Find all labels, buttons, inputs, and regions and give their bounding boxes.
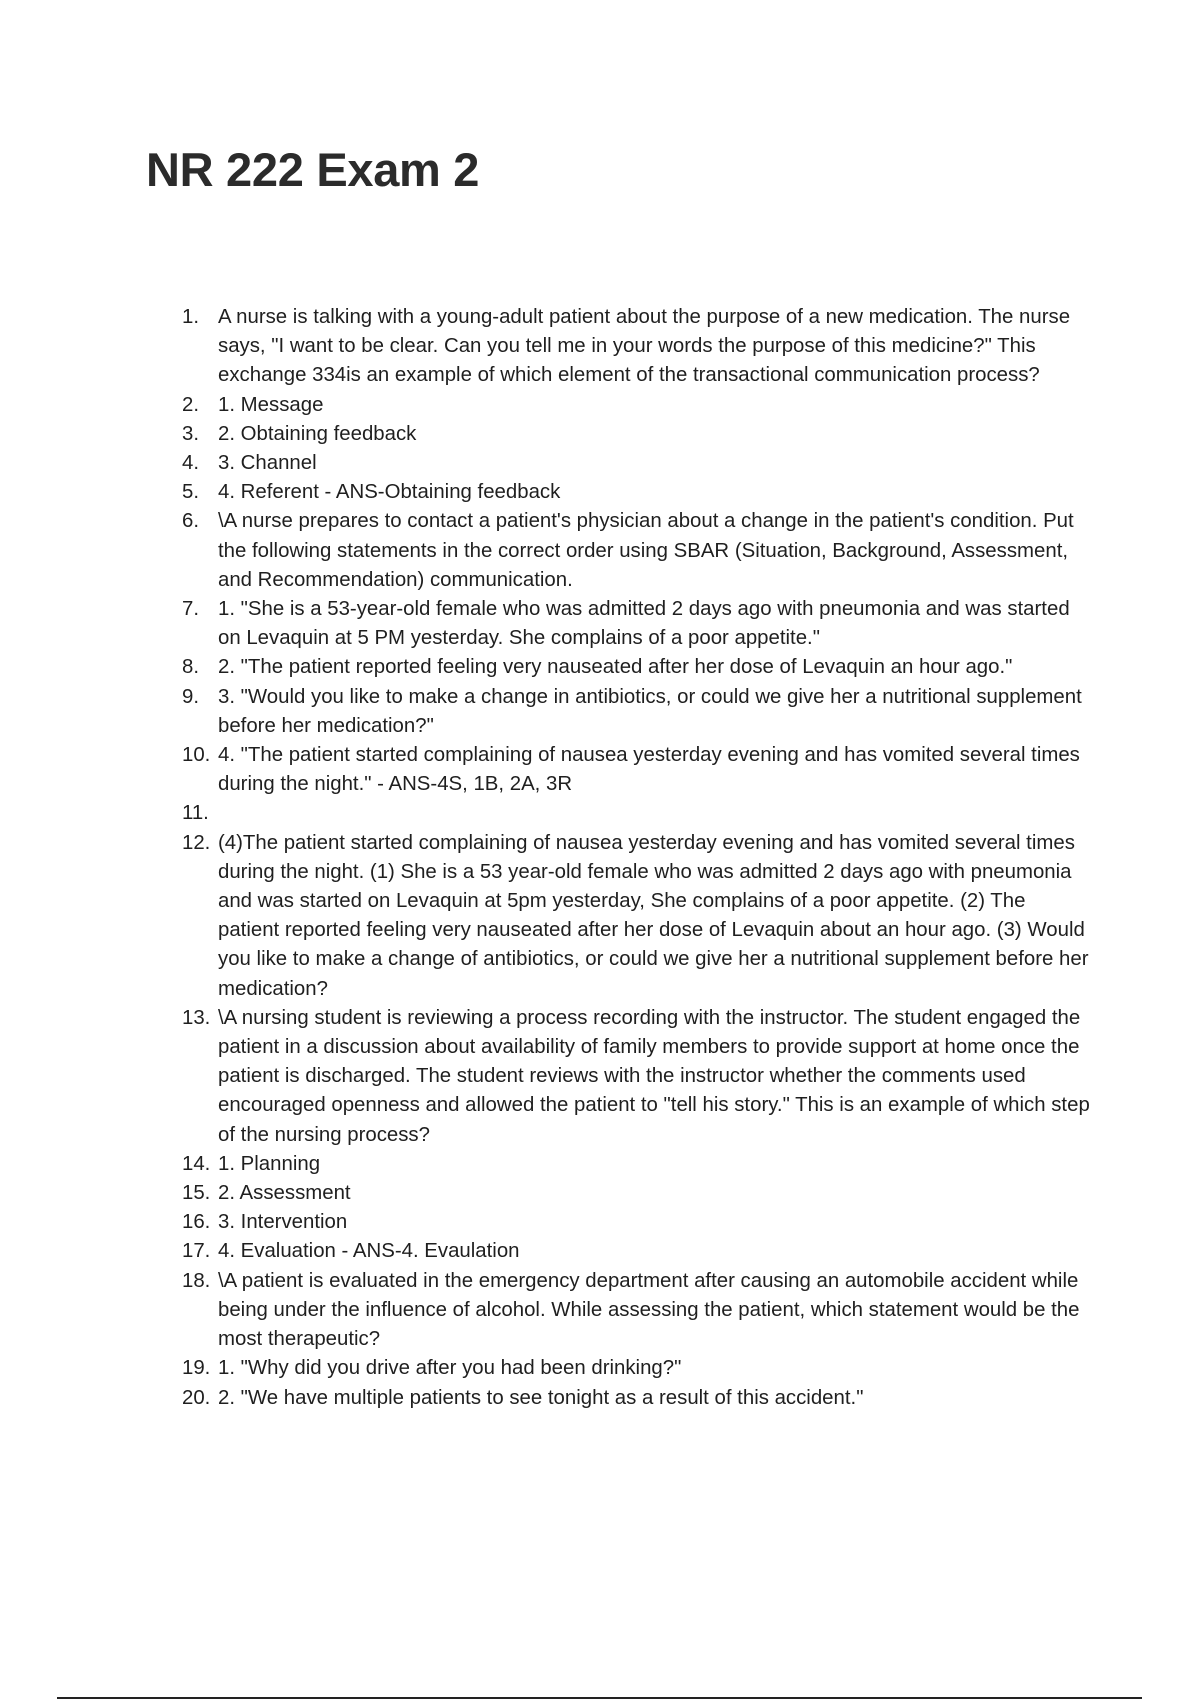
list-item — [182, 1384, 1092, 1413]
list-item — [182, 683, 1092, 741]
item-text: \A patient is evaluated in the emergency department after causing an automobile accident while being under the influence of alcohol. While assessing the patient, which statement would be the most therapeutic? — [218, 1269, 1080, 1351]
list-item — [182, 1179, 1092, 1208]
item-number: 1. — [182, 306, 200, 328]
item-number: 6. — [182, 510, 200, 533]
list-item — [182, 1237, 1092, 1266]
item-text: 4. Referent - ANS-Obtaining feedback — [218, 481, 561, 504]
item-text: 3. Channel — [218, 452, 317, 475]
item-text: 3. "Would you like to make a change in antibiotics, or could we give her a nutritional supplement before her medication?" — [218, 685, 1082, 737]
list-item — [182, 653, 1092, 682]
list-item — [182, 1150, 1092, 1179]
list-item — [182, 799, 1092, 828]
list-item — [182, 303, 1092, 391]
list-item — [182, 595, 1092, 653]
item-text: (4)The patient started complaining of nausea yesterday evening and has vomited several times during the night. (1) She is a 53 year-old female who was admitted 2 days ago with pneumonia and was started on Levaquin at 5pm yesterday, She complains of a poor appetite. (2) The patient reported feeling very nauseated after her dose of Levaquin about an hour ago. (3) Would you like to make a change of antibiotics, or could we give her a nutritional supplement before her medication? — [218, 831, 1089, 1000]
item-text — [218, 799, 1092, 828]
item-number: 3. — [182, 422, 200, 445]
list-item — [182, 1354, 1092, 1383]
item-text: 1. Planning — [218, 1152, 321, 1175]
item-number: 15. — [182, 1182, 211, 1205]
question-list — [182, 303, 1092, 1413]
item-number: 5. — [182, 481, 200, 504]
list-item — [182, 478, 1092, 507]
list-item — [182, 829, 1092, 1004]
item-number: 7. — [182, 598, 200, 621]
list-item — [182, 449, 1092, 478]
item-text: 1. Message — [218, 393, 324, 416]
item-number: 14. — [182, 1152, 211, 1175]
item-number: 17. — [182, 1240, 211, 1263]
item-text: 1. "Why did you drive after you had been drinking?" — [218, 1357, 682, 1380]
item-text: A nurse is talking with a young-adult patient about the purpose of a new medication. The nurse says, "I want to be clear. Can you tell me in your words the purpose of this medicine?" This exchange 334is an example of which element of the transactional communication process? — [218, 306, 1071, 387]
item-text: 2. Obtaining feedback — [218, 422, 417, 445]
list-item — [182, 741, 1092, 799]
item-number: 9. — [182, 685, 200, 708]
item-number: 2. — [182, 393, 200, 416]
item-text: \A nurse prepares to contact a patient's physician about a change in the patient's condition. Put the following statements in the correct order using SBAR (Situation, Background, Assessment, and Recommendation) communication. — [218, 510, 1074, 591]
item-number: 19. — [182, 1357, 211, 1380]
item-text: 4. "The patient started complaining of nausea yesterday evening and has vomited several times during the night." - ANS-4S, 1B, 2A, 3R — [218, 744, 1080, 796]
item-number: 13. — [182, 1006, 211, 1029]
item-text: 4. Evaluation - ANS-4. Evaulation — [218, 1240, 520, 1263]
list-item — [182, 1267, 1092, 1355]
item-text: 2. Assessment — [218, 1182, 351, 1205]
item-text: \A nursing student is reviewing a process recording with the instructor. The student engaged the patient in a discussion about availability of family members to provide support at home once the patient is discharged. The student reviews with the instructor whether the comments used encouraged openness and allowed the patient to "tell his story." This is an example of which step of the nursing process? — [218, 1006, 1090, 1146]
page-title: NR 222 Exam 2 — [146, 143, 480, 196]
list-item — [182, 1208, 1092, 1237]
item-text: 3. Intervention — [218, 1211, 348, 1234]
list-item — [182, 420, 1092, 449]
item-text: 1. "She is a 53-year-old female who was admitted 2 days ago with pneumonia and was started on Levaquin at 5 PM yesterday. She complains of a poor appetite." — [218, 598, 1070, 650]
item-text: 2. "The patient reported feeling very nauseated after her dose of Levaquin an hour ago." — [218, 656, 1013, 679]
page-divider — [57, 1697, 1142, 1699]
list-item — [182, 507, 1092, 595]
list-item — [182, 1004, 1092, 1150]
item-number: 16. — [182, 1211, 211, 1234]
item-number: 8. — [182, 656, 200, 679]
item-number: 20. — [182, 1386, 211, 1409]
item-number: 18. — [182, 1269, 211, 1292]
item-text: 2. "We have multiple patients to see tonight as a result of this accident." — [218, 1386, 864, 1409]
item-number: 10. — [182, 744, 211, 767]
list-item — [182, 391, 1092, 420]
item-number: 11. — [182, 802, 209, 825]
item-number: 4. — [182, 452, 200, 475]
item-number: 12. — [182, 831, 211, 854]
